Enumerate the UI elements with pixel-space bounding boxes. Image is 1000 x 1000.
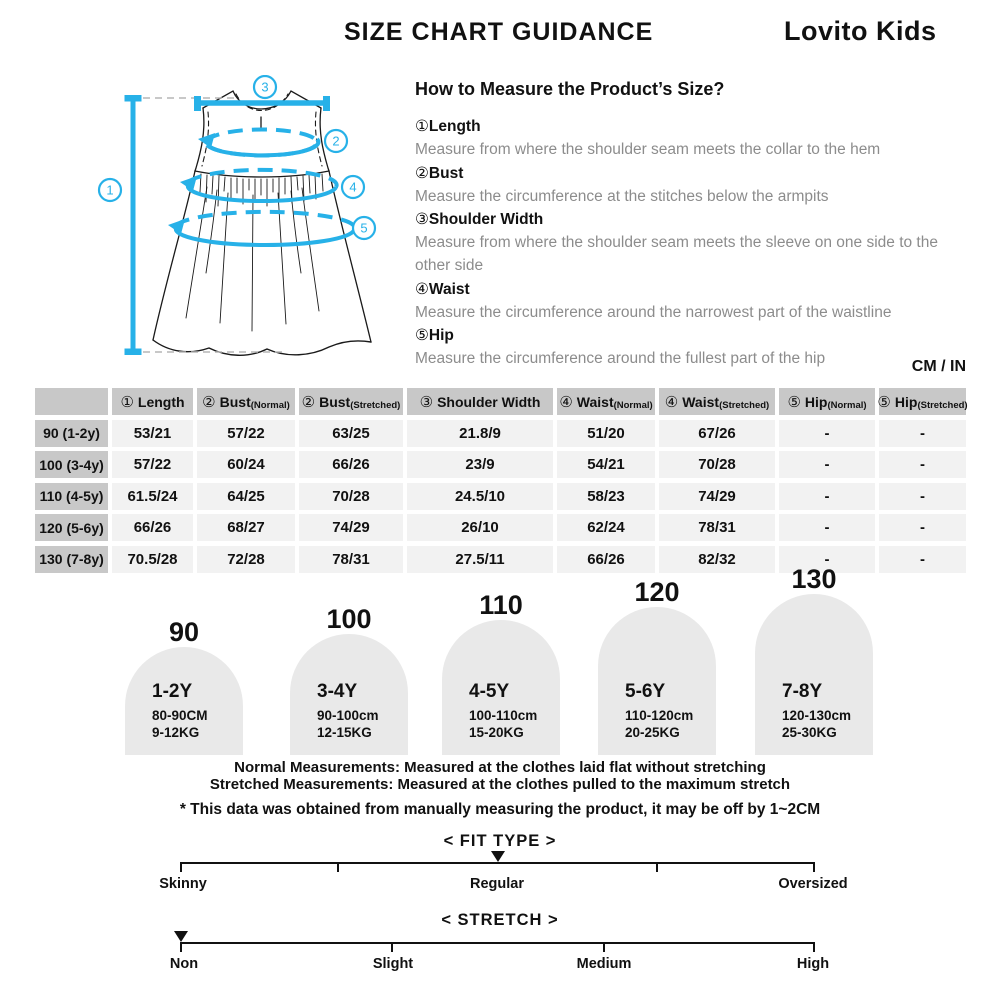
measure-item-waist: ④Waist [415, 280, 470, 298]
measure-item-length: ①Length [415, 118, 481, 136]
table-row-label: 100 (3-4y) [35, 451, 108, 478]
silhouette-weight: 9-12KG [152, 724, 200, 740]
table-cell: 66/26 [557, 546, 655, 573]
col-header-shoulder-width: ③ Shoulder Width [407, 388, 553, 415]
col-header-hip-stretched: ⑤ Hip (Stretched) [879, 388, 966, 415]
table-cell: 61.5/24 [112, 483, 193, 510]
circled-number-2: ② [415, 164, 429, 182]
hip-measure-ellipse [168, 212, 355, 245]
silhouette-weight: 20-25KG [625, 724, 680, 740]
silhouette-height: 110-120cm [625, 708, 694, 723]
dress-measurement-diagram [95, 75, 405, 375]
measure-guide [415, 78, 950, 370]
stretch-marker-triangle-icon [174, 931, 188, 942]
table-cell: 74/29 [299, 514, 403, 541]
table-cell: - [879, 420, 966, 447]
table-cell: 72/28 [197, 546, 295, 573]
measure-desc-hip: Measure the circumference around the fullest part of the hip [415, 350, 826, 368]
fit-tick-start [180, 862, 182, 872]
table-cell: 60/24 [197, 451, 295, 478]
table-corner-cell [35, 388, 108, 415]
col-header-waist-stretched: ④ Waist (Stretched) [659, 388, 775, 415]
col-header-bust-normal: ② Bust (Normal) [197, 388, 295, 415]
table-cell: 66/26 [299, 451, 403, 478]
measure-item-shoulder: ③Shoulder Width [415, 211, 544, 229]
svg-text:4: 4 [349, 179, 357, 195]
page-title: SIZE CHART GUIDANCE [344, 18, 654, 46]
silhouette-weight: 15-20KG [469, 724, 524, 740]
silhouette-age: 4-5Y [469, 681, 510, 702]
circled-number-3: ③ [415, 211, 429, 229]
silhouette-size-130: 130 [791, 564, 837, 594]
svg-text:5: 5 [360, 220, 368, 236]
table-cell: 54/21 [557, 451, 655, 478]
table-cell: 21.8/9 [407, 420, 553, 447]
table-cell: 70/28 [299, 483, 403, 510]
stretch-line [180, 942, 815, 944]
silhouette-height: 90-100cm [317, 708, 379, 723]
silhouette-dome-130 [755, 594, 873, 755]
table-cell: 24.5/10 [407, 483, 553, 510]
silhouette-age: 3-4Y [317, 681, 358, 702]
length-measure-line [125, 95, 142, 355]
circled-number-5: ⑤ [415, 327, 429, 345]
callout-3 [254, 76, 276, 98]
measure-desc-length: Measure from where the shoulder seam meets the collar to the hem [415, 141, 881, 159]
silhouette-age: 7-8Y [782, 681, 823, 702]
silhouette-height: 100-110cm [469, 708, 538, 723]
skirt-folds [186, 187, 319, 331]
table-cell: 70/28 [659, 451, 775, 478]
measure-guide-title: How to Measure the Product’s Size? [415, 79, 725, 99]
table-cell: - [879, 514, 966, 541]
table-cell: 62/24 [557, 514, 655, 541]
table-cell: - [779, 420, 875, 447]
bust-measure-ellipse [198, 130, 318, 156]
table-cell: 67/26 [659, 420, 775, 447]
fit-label-skinny: Skinny [159, 876, 207, 892]
circled-number-1: ① [415, 118, 429, 136]
table-cell: - [879, 451, 966, 478]
silhouette-age: 1-2Y [152, 681, 193, 702]
brand-logo: Lovito Kids [784, 16, 937, 46]
note-stretched-measurements: Stretched Measurements: Measured at the clothes pulled to the maximum stretch [209, 776, 791, 793]
silhouette-age: 5-6Y [625, 681, 666, 702]
table-cell: 53/21 [112, 420, 193, 447]
silhouette-dome-100 [290, 634, 408, 755]
table-row-label: 120 (5-6y) [35, 514, 108, 541]
table-cell: 27.5/11 [407, 546, 553, 573]
silhouette-height: 80-90CM [152, 708, 208, 723]
col-header-bust-stretched: ② Bust (Stretched) [299, 388, 403, 415]
measure-item-hip: ⑤Hip [415, 327, 454, 345]
callout-2 [325, 130, 347, 152]
measurement-marks [99, 76, 375, 355]
stretch-label-non: Non [169, 956, 199, 972]
table-cell: 57/22 [197, 420, 295, 447]
table-cell: 58/23 [557, 483, 655, 510]
stretch-tick-high [813, 942, 815, 952]
col-header-hip-normal: ⑤ Hip (Normal) [779, 388, 875, 415]
measure-desc-shoulder: Measure from where the shoulder seam meets the sleeve on one side to the other side [415, 234, 938, 275]
table-cell: 78/31 [299, 546, 403, 573]
table-row-label: 90 (1-2y) [35, 420, 108, 447]
stretch-title: < STRETCH > [441, 911, 559, 929]
table-row-label: 130 (7-8y) [35, 546, 108, 573]
silhouette-size-100: 100 [326, 604, 372, 634]
silhouette-dome-110 [442, 620, 560, 755]
callout-1 [99, 179, 121, 201]
col-header-waist-normal: ④ Waist (Normal) [557, 388, 655, 415]
table-cell: 82/32 [659, 546, 775, 573]
circled-number-4: ④ [415, 280, 429, 298]
stretch-tick-slight [391, 942, 393, 952]
fit-tick-three-quarter [656, 862, 658, 872]
silhouette-height: 120-130cm [782, 708, 852, 723]
callout-4 [342, 176, 364, 198]
table-cell: - [779, 514, 875, 541]
fit-label-regular: Regular [470, 876, 524, 892]
measure-item-bust: ②Bust [415, 164, 464, 182]
stretch-label-medium: Medium [576, 956, 632, 972]
table-cell: 70.5/28 [112, 546, 193, 573]
table-cell: 51/20 [557, 420, 655, 447]
table-cell: 63/25 [299, 420, 403, 447]
svg-text:3: 3 [261, 79, 269, 95]
callout-5 [353, 217, 375, 239]
size-table [35, 388, 966, 573]
table-cell: - [779, 483, 875, 510]
table-cell: 23/9 [407, 451, 553, 478]
stretch-label-slight: Slight [372, 956, 414, 972]
table-cell: - [779, 451, 875, 478]
fit-type-title: < FIT TYPE > [443, 832, 557, 850]
note-disclaimer: * This data was obtained from manually measuring the product, it may be off by 1~2CM [179, 801, 821, 818]
units-label: CM / IN [911, 358, 966, 375]
silhouette-dome-120 [598, 607, 716, 755]
measure-desc-waist: Measure the circumference around the narrowest part of the waistline [415, 303, 892, 321]
table-cell: 57/22 [112, 451, 193, 478]
silhouette-weight: 25-30KG [782, 724, 837, 740]
note-normal-measurements: Normal Measurements: Measured at the clothes laid flat without stretching [234, 759, 766, 776]
stretch-tick-non [180, 942, 182, 952]
table-cell: 64/25 [197, 483, 295, 510]
fit-tick-end [813, 862, 815, 872]
fit-marker-triangle-icon [491, 851, 505, 862]
table-cell: 78/31 [659, 514, 775, 541]
measure-desc-bust: Measure the circumference at the stitches below the armpits [415, 187, 829, 205]
table-cell: 68/27 [197, 514, 295, 541]
fit-label-oversized: Oversized [778, 876, 848, 892]
table-cell: - [879, 546, 966, 573]
table-cell: - [879, 483, 966, 510]
silhouette-weight: 12-15KG [317, 724, 372, 740]
svg-text:1: 1 [106, 182, 114, 198]
silhouette-size-120: 120 [634, 577, 680, 607]
svg-text:2: 2 [332, 133, 340, 149]
col-header-length: ① Length [112, 388, 193, 415]
table-cell: 66/26 [112, 514, 193, 541]
table-cell: - [779, 546, 875, 573]
stretch-label-high: High [796, 956, 830, 972]
fit-type-line [180, 862, 815, 864]
silhouette-dome-90 [125, 647, 243, 755]
silhouette-size-90: 90 [168, 617, 200, 647]
silhouette-size-110: 110 [479, 590, 523, 620]
table-row-label: 110 (4-5y) [35, 483, 108, 510]
table-cell: 26/10 [407, 514, 553, 541]
waist-measure-ellipse [180, 170, 337, 201]
table-cell: 74/29 [659, 483, 775, 510]
fit-tick-quarter [337, 862, 339, 872]
stretch-tick-medium [603, 942, 605, 952]
